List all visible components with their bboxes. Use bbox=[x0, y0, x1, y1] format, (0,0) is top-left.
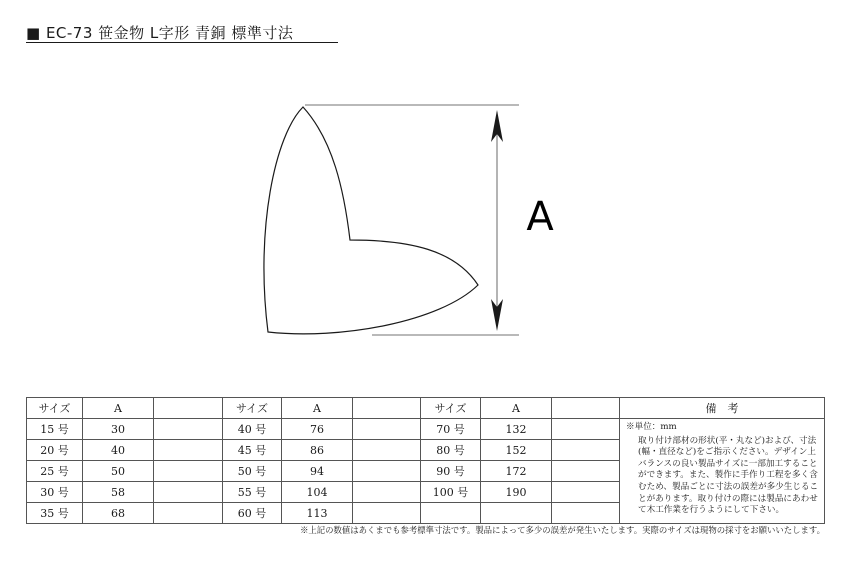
size-cell: 25 号 bbox=[27, 461, 83, 482]
a-cell: 104 bbox=[282, 482, 353, 503]
a-cell: 30 bbox=[83, 419, 154, 440]
header-a: A bbox=[481, 398, 552, 419]
blank-cell bbox=[353, 503, 421, 524]
blank-cell bbox=[154, 482, 223, 503]
header-size: サイズ bbox=[27, 398, 83, 419]
blank-cell bbox=[552, 482, 620, 503]
blank-cell bbox=[154, 503, 223, 524]
a-cell: 68 bbox=[83, 503, 154, 524]
a-cell: 86 bbox=[282, 440, 353, 461]
size-cell: 100 号 bbox=[421, 482, 481, 503]
blank-cell bbox=[552, 461, 620, 482]
size-cell bbox=[421, 503, 481, 524]
blank-cell bbox=[552, 440, 620, 461]
a-cell: 113 bbox=[282, 503, 353, 524]
size-cell: 45 号 bbox=[223, 440, 282, 461]
a-cell: 132 bbox=[481, 419, 552, 440]
header-size: サイズ bbox=[421, 398, 481, 419]
blank-cell bbox=[353, 419, 421, 440]
a-cell: 40 bbox=[83, 440, 154, 461]
size-cell: 70 号 bbox=[421, 419, 481, 440]
remarks-body: 取り付け部材の形状(平・丸など)および、寸法(幅・直径など)をご指示ください。デザイン上バランスの良い製品サイズに一部加工することができます。また、製作に手作り工程を多く含むため、製品ごとに寸法の誤差が多少生じることがあります。取り付けの際には製品にあわせて木工作業を行うようにして下さい。 bbox=[638, 435, 819, 516]
size-cell: 60 号 bbox=[223, 503, 282, 524]
dimension-label: A bbox=[526, 194, 554, 240]
blank-cell bbox=[552, 419, 620, 440]
a-cell: 76 bbox=[282, 419, 353, 440]
header-blank bbox=[353, 398, 421, 419]
blank-cell bbox=[353, 482, 421, 503]
table-header-row bbox=[27, 398, 825, 419]
remarks-unit: ※単位：mm bbox=[626, 422, 677, 432]
blank-cell bbox=[154, 419, 223, 440]
blank-cell bbox=[154, 440, 223, 461]
table-row bbox=[27, 419, 825, 440]
bracket-outline bbox=[264, 107, 478, 334]
blank-cell bbox=[552, 503, 620, 524]
size-cell: 35 号 bbox=[27, 503, 83, 524]
size-cell: 40 号 bbox=[223, 419, 282, 440]
size-cell: 80 号 bbox=[421, 440, 481, 461]
a-cell: 58 bbox=[83, 482, 154, 503]
size-cell: 55 号 bbox=[223, 482, 282, 503]
size-cell: 30 号 bbox=[27, 482, 83, 503]
a-cell: 152 bbox=[481, 440, 552, 461]
header-a: A bbox=[83, 398, 154, 419]
size-table bbox=[26, 397, 825, 524]
blank-cell bbox=[154, 461, 223, 482]
remarks-cell bbox=[620, 419, 825, 524]
header-blank bbox=[552, 398, 620, 419]
header-size: サイズ bbox=[223, 398, 282, 419]
a-cell: 172 bbox=[481, 461, 552, 482]
a-cell bbox=[481, 503, 552, 524]
size-cell: 50 号 bbox=[223, 461, 282, 482]
header-remarks: 備 考 bbox=[620, 398, 825, 419]
size-cell: 20 号 bbox=[27, 440, 83, 461]
blank-cell bbox=[353, 440, 421, 461]
a-cell: 94 bbox=[282, 461, 353, 482]
page-title: ■ EC-73 笹金物 L字形 青銅 標準寸法 bbox=[26, 24, 294, 42]
a-cell: 50 bbox=[83, 461, 154, 482]
header-blank bbox=[154, 398, 223, 419]
header-a: A bbox=[282, 398, 353, 419]
size-cell: 15 号 bbox=[27, 419, 83, 440]
a-cell: 190 bbox=[481, 482, 552, 503]
size-cell: 90 号 bbox=[421, 461, 481, 482]
blank-cell bbox=[353, 461, 421, 482]
footnote: ※上記の数値はあくまでも参考標準寸法です。製品によって多少の誤差が発生いたします。実際のサイズは現物の採寸をお願いいたします。 bbox=[300, 525, 825, 535]
